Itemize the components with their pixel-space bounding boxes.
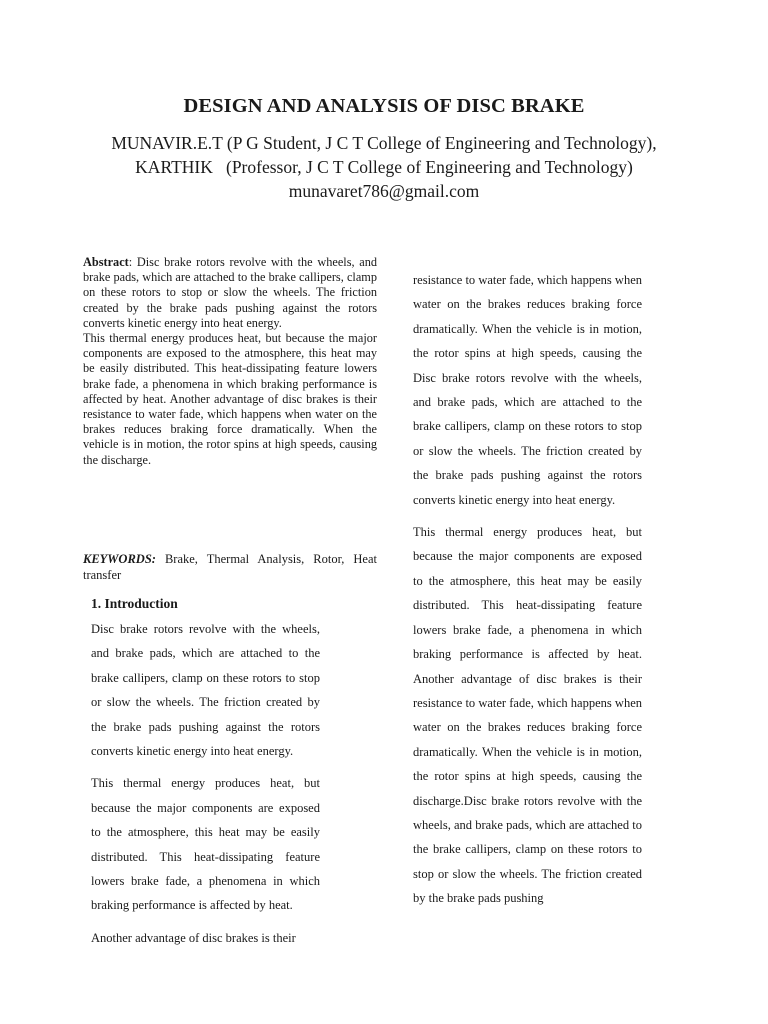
intro-paragraph: Disc brake rotors revolve with the wheels, and brake pads, which are attached to the brake callipers, clamp on these rotors to stop or slow the wheels. The friction created by the brake pads pushing against the rotors converts kinetic energy into heat energy. (91, 622, 320, 759)
abstract-text: : Disc brake rotors revolve with the wheels, and brake pads, which are attached to the brake callipers, clamp on these rotors to stop or slow the wheels. The friction created by the brake pads pushing against the rotors converts kinetic energy into heat energy. (83, 255, 377, 330)
left-column-body (91, 617, 320, 958)
right-column-paragraph: resistance to water fade, which happens when water on the brakes reduces braking force dramatically. When the vehicle is in motion, the rotor spins at high speeds, causing the Disc brake rotors revolve with the wheels, and brake pads, which are attached to the brake callipers, clamp on these rotors to stop or slow the wheels. The friction created by the brake pads pushing against the rotors converts kinetic energy into heat energy. (413, 273, 642, 507)
keywords-label: KEYWORDS: (83, 552, 156, 566)
section-heading-introduction: 1. Introduction (91, 596, 178, 611)
intro-paragraph: Another advantage of disc brakes is their (91, 930, 296, 945)
abstract-paragraph-2: This thermal energy produces heat, but because the major components are exposed to the atmosphere, this heat may be easily distributed. This heat-dissipating feature lowers brake fade, a phenomena in which braking performance is affected by heat. Another advantage of disc brakes is their resistance to water fade, which happens when water on the brakes reduces braking force dramatically. When the vehicle is in motion, the rotor spins at high speeds, causing the discharge. (83, 331, 377, 467)
keywords-text: Brake, Thermal Analysis, Rotor, Heat transfer (83, 552, 377, 582)
paper-title: DESIGN AND ANALYSIS OF DISC BRAKE (183, 95, 585, 117)
abstract-block (83, 255, 377, 468)
author-line-1: MUNAVIR.E.T (P G Student, J C T College of Engineering and Technology), (111, 133, 657, 153)
author-line-2: KARTHIK (Professor, J C T College of Engineering and Technology) (135, 157, 633, 177)
right-column-body (413, 268, 642, 919)
abstract-paragraph-1 (83, 255, 377, 331)
keywords-block (83, 551, 377, 583)
author-email[interactable]: munavaret786@gmail.com (288, 181, 480, 201)
intro-paragraph: This thermal energy produces heat, but because the major components are exposed to the atmosphere, this heat may be easily distributed. This heat-dissipating feature lowers brake fade, a phenomena in which braking performance is affected by heat. (91, 776, 320, 913)
abstract-label: Abstract (83, 255, 129, 269)
right-column-paragraph: This thermal energy produces heat, but because the major components are exposed to the atmosphere, this heat may be easily distributed. This heat-dissipating feature lowers brake fade, a phenomena in which braking performance is affected by heat. Another advantage of disc brakes is their resistance to water fade, which happens when water on the brakes reduces braking force dramatically. When the vehicle is in motion, the rotor spins at high speeds, causing the discharge.Disc brake rotors revolve with the wheels, and brake pads, which are attached to the brake callipers, clamp on these rotors to stop or slow the wheels. The friction created by the brake pads pushing (413, 525, 642, 906)
